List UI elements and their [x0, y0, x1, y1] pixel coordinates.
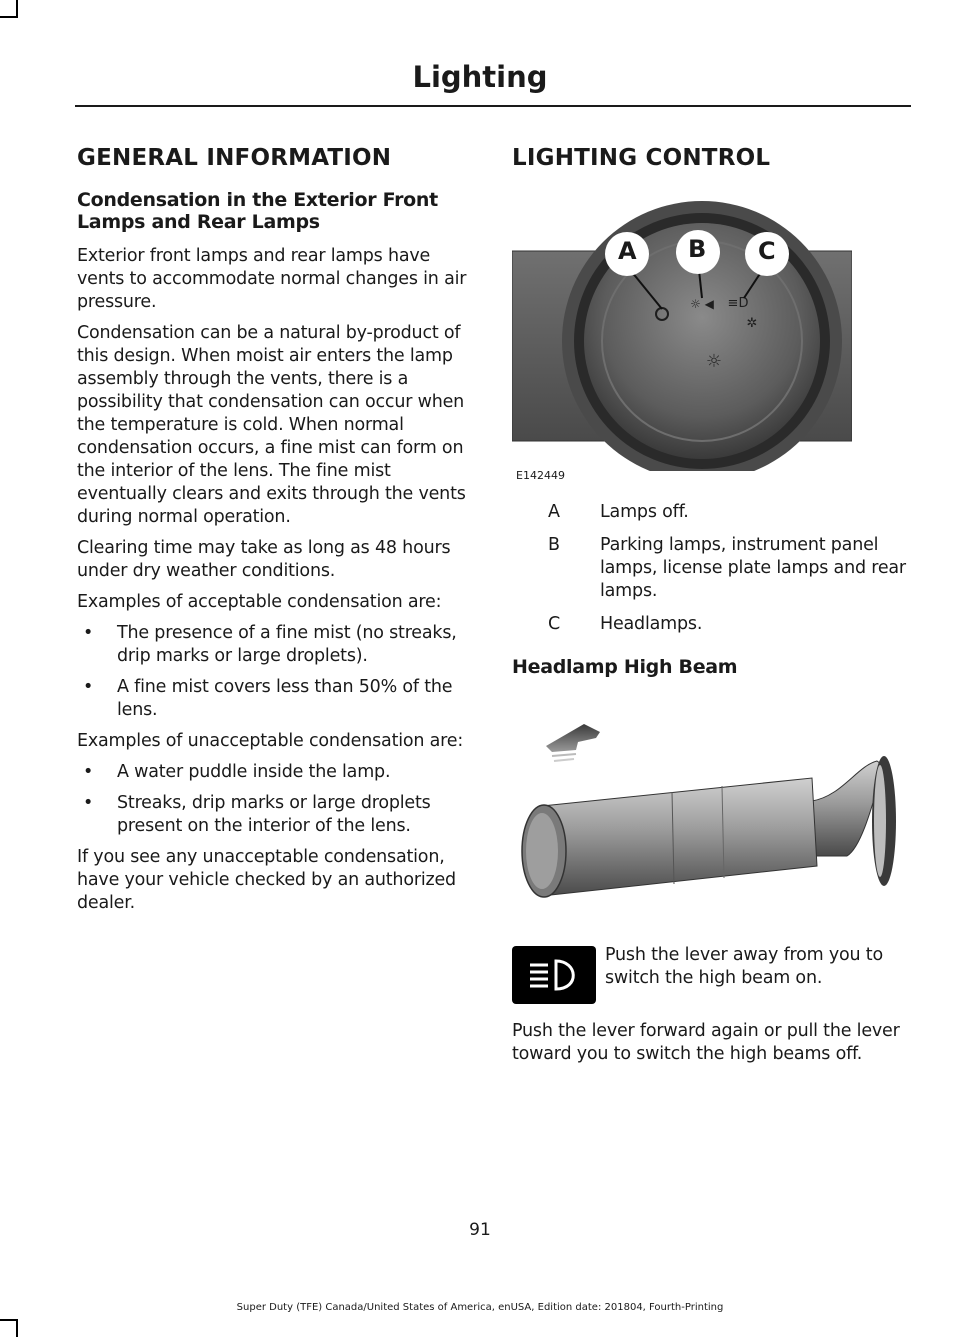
sub-heading: Condensation in the Exterior Front Lamps and Rear Lamps — [77, 189, 438, 233]
unacceptable-list — [77, 761, 477, 838]
paragraph: Exterior front lamps and rear lamps have vents to accommodate normal changes in air pressure. — [77, 246, 467, 312]
legend-row — [512, 534, 912, 603]
legend-text: Headlamps. — [600, 614, 703, 634]
callout-a: A — [618, 237, 637, 265]
legend-text: Lamps off. — [600, 502, 689, 522]
acceptable-list — [77, 622, 477, 722]
high-beam-icon — [512, 946, 596, 1004]
section-heading: LIGHTING CONTROL — [512, 145, 771, 171]
list-item: • Streaks, drip marks or large droplets present on the interior of the lens. — [83, 793, 431, 836]
callout-c: C — [758, 237, 776, 265]
push-instruction: Push the lever away from you to switch the high beam on. — [605, 945, 883, 988]
header-rule — [75, 105, 911, 107]
bullet: • — [83, 762, 94, 782]
legend-key: C — [548, 614, 561, 634]
legend — [512, 501, 912, 636]
legend-key: A — [548, 502, 560, 522]
list-item: • A water puddle inside the lamp. — [83, 762, 391, 782]
paragraph: Condensation can be a natural by-product of this design. When moist air enters the lamp assembly through the vents, there is a possibility that condensation can occur when the temperature is cold. When normal condensation occurs, a fine mist can form on the interior of the lens. The fine mist eventually clears and exits through the vents during normal operation. — [77, 323, 466, 527]
legend-key: B — [548, 535, 560, 555]
edition-line: Super Duty (TFE) Canada/United States of America, enUSA, Edition date: 201804, Fourth-Printing — [236, 1302, 724, 1313]
crop-mark — [0, 1319, 18, 1321]
multifunction-lever-illustration — [512, 706, 912, 916]
lever-figure — [512, 706, 852, 926]
legend-text: Parking lamps, instrument panel lamps, license plate lamps and rear lamps. — [600, 535, 906, 601]
crop-mark — [16, 1319, 18, 1337]
legend-row — [512, 613, 912, 636]
svg-text:☼: ☼ — [705, 351, 723, 372]
sub-heading: Headlamp High Beam — [512, 656, 738, 678]
svg-text:≡D: ≡D — [727, 296, 749, 311]
headlamp-switch-illustration — [512, 181, 852, 471]
bullet: • — [83, 623, 94, 643]
page-title: Lighting — [412, 60, 548, 94]
paragraph: Examples of unacceptable condensation are: — [77, 731, 464, 751]
right-column — [512, 145, 912, 1074]
bullet: • — [83, 677, 94, 697]
paragraph: If you see any unacceptable condensation, have your vehicle checked by an authorized dealer. — [77, 847, 456, 913]
section-heading: GENERAL INFORMATION — [77, 145, 392, 171]
list-item: • A fine mist covers less than 50% of the lens. — [83, 677, 453, 720]
figure-code: E142449 — [516, 469, 565, 482]
callout-b: B — [688, 235, 707, 263]
svg-text:✲: ✲ — [746, 316, 758, 331]
bullet: • — [83, 793, 94, 813]
legend-row — [512, 501, 912, 524]
lighting-control-figure — [512, 181, 852, 491]
paragraph: Clearing time may take as long as 48 hours under dry weather conditions. — [77, 538, 451, 581]
crop-mark — [0, 16, 18, 18]
list-item: • The presence of a fine mist (no streaks, drip marks or large droplets). — [83, 623, 457, 666]
high-beam-instruction — [512, 944, 912, 1004]
paragraph: Examples of acceptable condensation are: — [77, 592, 442, 612]
page-number: 91 — [469, 1220, 491, 1240]
left-column — [77, 145, 477, 923]
svg-text:☼ ◀: ☼ ◀ — [690, 297, 714, 311]
paragraph: Push the lever forward again or pull the lever toward you to switch the high beams off. — [512, 1021, 900, 1064]
